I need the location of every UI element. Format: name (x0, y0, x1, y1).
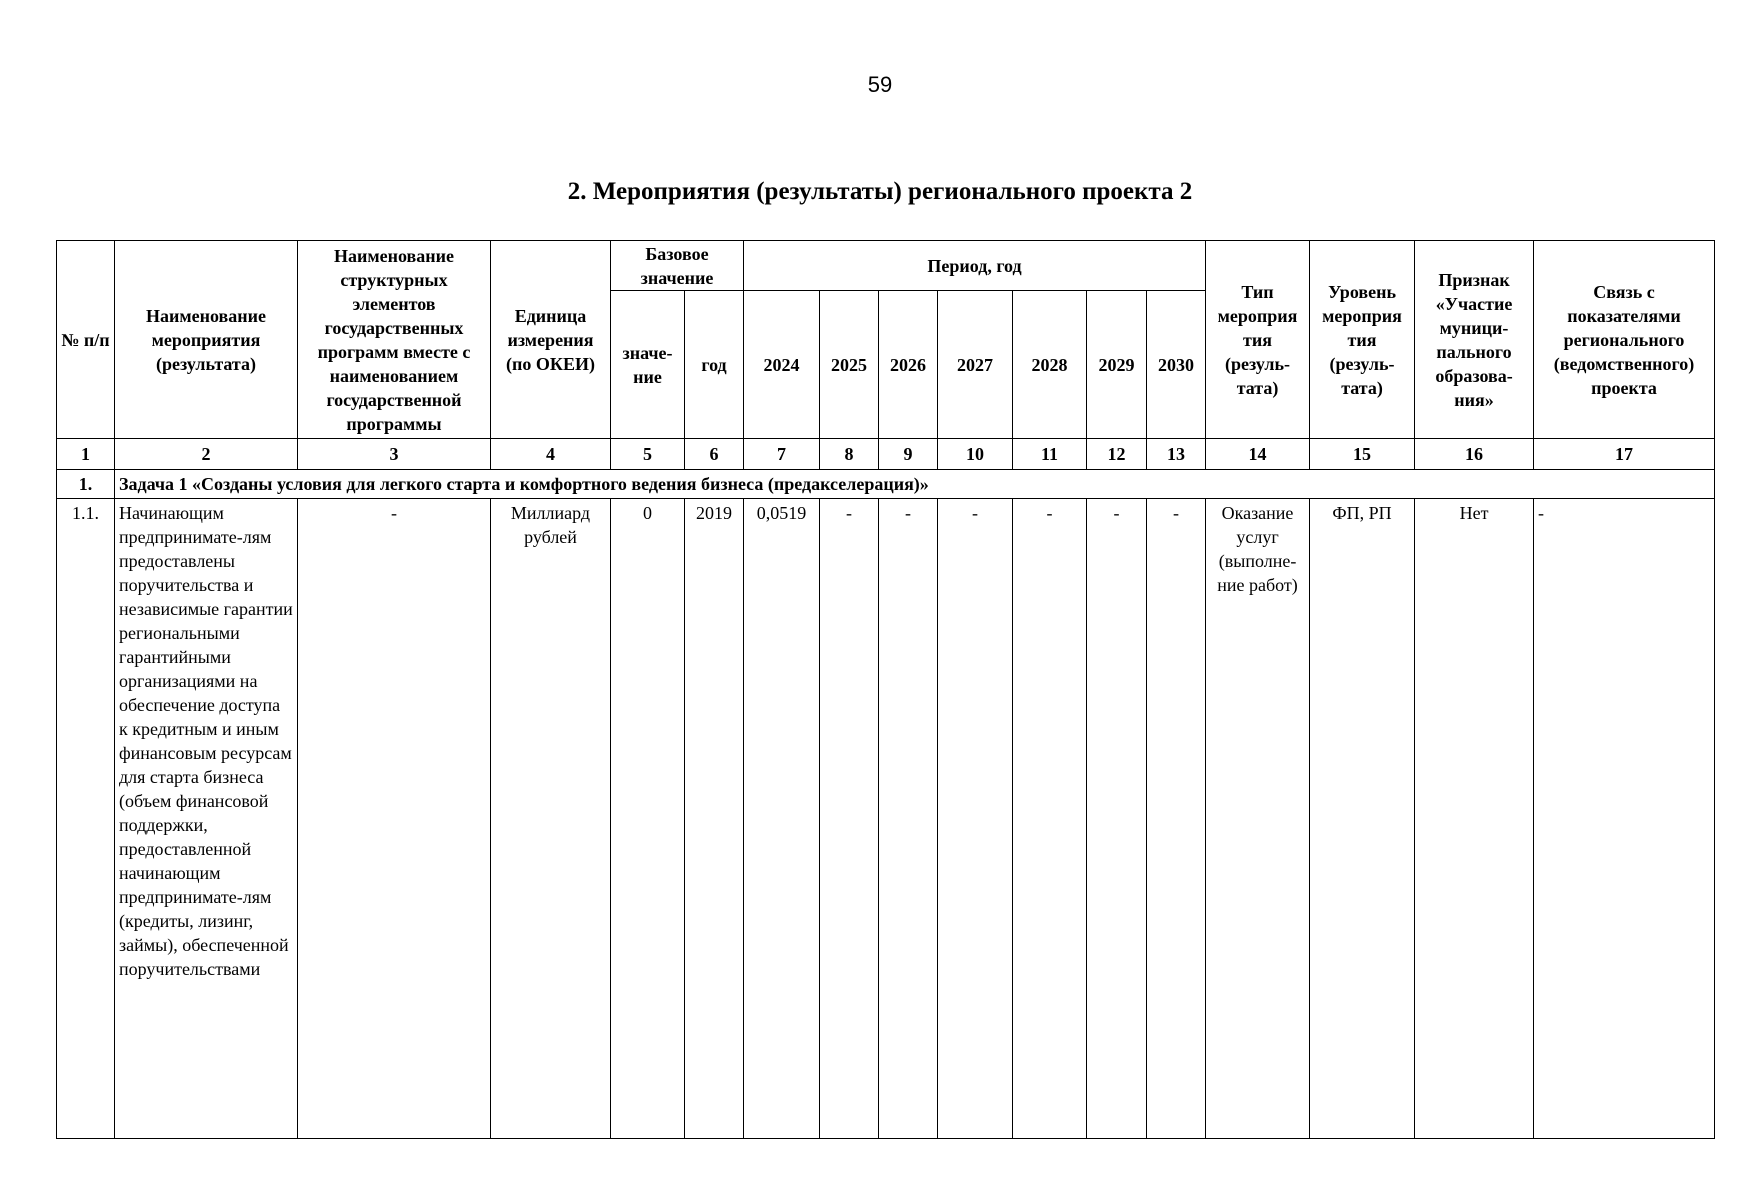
header-link: Связь с показателями регионального (ведомственного) проекта (1534, 241, 1715, 439)
column-number: 14 (1206, 439, 1310, 470)
header-no: № п/п (57, 241, 115, 439)
row-value-2029: - (1087, 499, 1147, 1139)
header-name: Наименование мероприятия (результата) (115, 241, 298, 439)
header-type: Тип мероприя тия (резуль-тата) (1206, 241, 1310, 439)
row-base-value: 0 (611, 499, 685, 1139)
column-number: 5 (611, 439, 685, 470)
column-number: 3 (298, 439, 491, 470)
row-level: ФП, РП (1310, 499, 1415, 1139)
task-row (57, 470, 1715, 499)
header-unit: Единица измерения (по ОКЕИ) (491, 241, 611, 439)
column-number: 7 (744, 439, 820, 470)
row-value-2024: 0,0519 (744, 499, 820, 1139)
task-title: Задача 1 «Созданы условия для легкого старта и комфортного ведения бизнеса (предакселерация)» (115, 470, 1715, 499)
page-title: 2. Мероприятия (результаты) регионального проекта 2 (567, 178, 1193, 205)
page-number: 59 (867, 72, 893, 97)
column-number: 11 (1013, 439, 1087, 470)
row-value-2028: - (1013, 499, 1087, 1139)
column-number: 15 (1310, 439, 1415, 470)
header-base: Базовое значение (611, 241, 744, 291)
column-number: 13 (1147, 439, 1206, 470)
task-number: 1. (57, 470, 115, 499)
column-number: 2 (115, 439, 298, 470)
row-value-2027: - (938, 499, 1013, 1139)
row-municipal: Нет (1415, 499, 1534, 1139)
row-struct: - (298, 499, 491, 1139)
row-link: - (1534, 499, 1715, 1139)
header-municipal: Признак «Участие муници-пального образова-ния» (1415, 241, 1534, 439)
header-year-2026: 2026 (879, 291, 938, 439)
column-number: 17 (1534, 439, 1715, 470)
row-value-2025: - (820, 499, 879, 1139)
header-year-2025: 2025 (820, 291, 879, 439)
header-period: Период, год (744, 241, 1206, 291)
column-number: 6 (685, 439, 744, 470)
row-name: Начинающим предпринимате-лям предоставлены поручительства и независимые гарантии региональными гарантийными организациями на обеспечение доступа к кредитным и иным финансовым ресурсам для старта бизнеса (объем финансовой поддержки, предоставленной начинающим предпринимате-лям (кредиты, лизинг, займы), обеспеченной поручительствами (115, 499, 298, 1139)
row-type: Оказание услуг (выполне-ние работ) (1206, 499, 1310, 1139)
row-number: 1.1. (57, 499, 115, 1139)
row-value-2030: - (1147, 499, 1206, 1139)
row-base-year: 2019 (685, 499, 744, 1139)
activities-table (56, 240, 1715, 1139)
row-unit: Миллиард рублей (491, 499, 611, 1139)
table-row (57, 499, 1715, 1139)
header-struct: Наименование структурных элементов государственных программ вместе с наименованием государственной программы (298, 241, 491, 439)
header-year-2024: 2024 (744, 291, 820, 439)
column-number: 16 (1415, 439, 1534, 470)
column-number: 4 (491, 439, 611, 470)
header-base-year: год (685, 291, 744, 439)
column-number: 8 (820, 439, 879, 470)
column-number: 10 (938, 439, 1013, 470)
row-value-2026: - (879, 499, 938, 1139)
column-number: 12 (1087, 439, 1147, 470)
header-year-2030: 2030 (1147, 291, 1206, 439)
header-year-2029: 2029 (1087, 291, 1147, 439)
column-number: 9 (879, 439, 938, 470)
header-base-value: значе-ние (611, 291, 685, 439)
column-number-row (57, 439, 1715, 470)
header-year-2028: 2028 (1013, 291, 1087, 439)
column-number: 1 (57, 439, 115, 470)
header-year-2027: 2027 (938, 291, 1013, 439)
header-level: Уровень мероприя тия (резуль-тата) (1310, 241, 1415, 439)
